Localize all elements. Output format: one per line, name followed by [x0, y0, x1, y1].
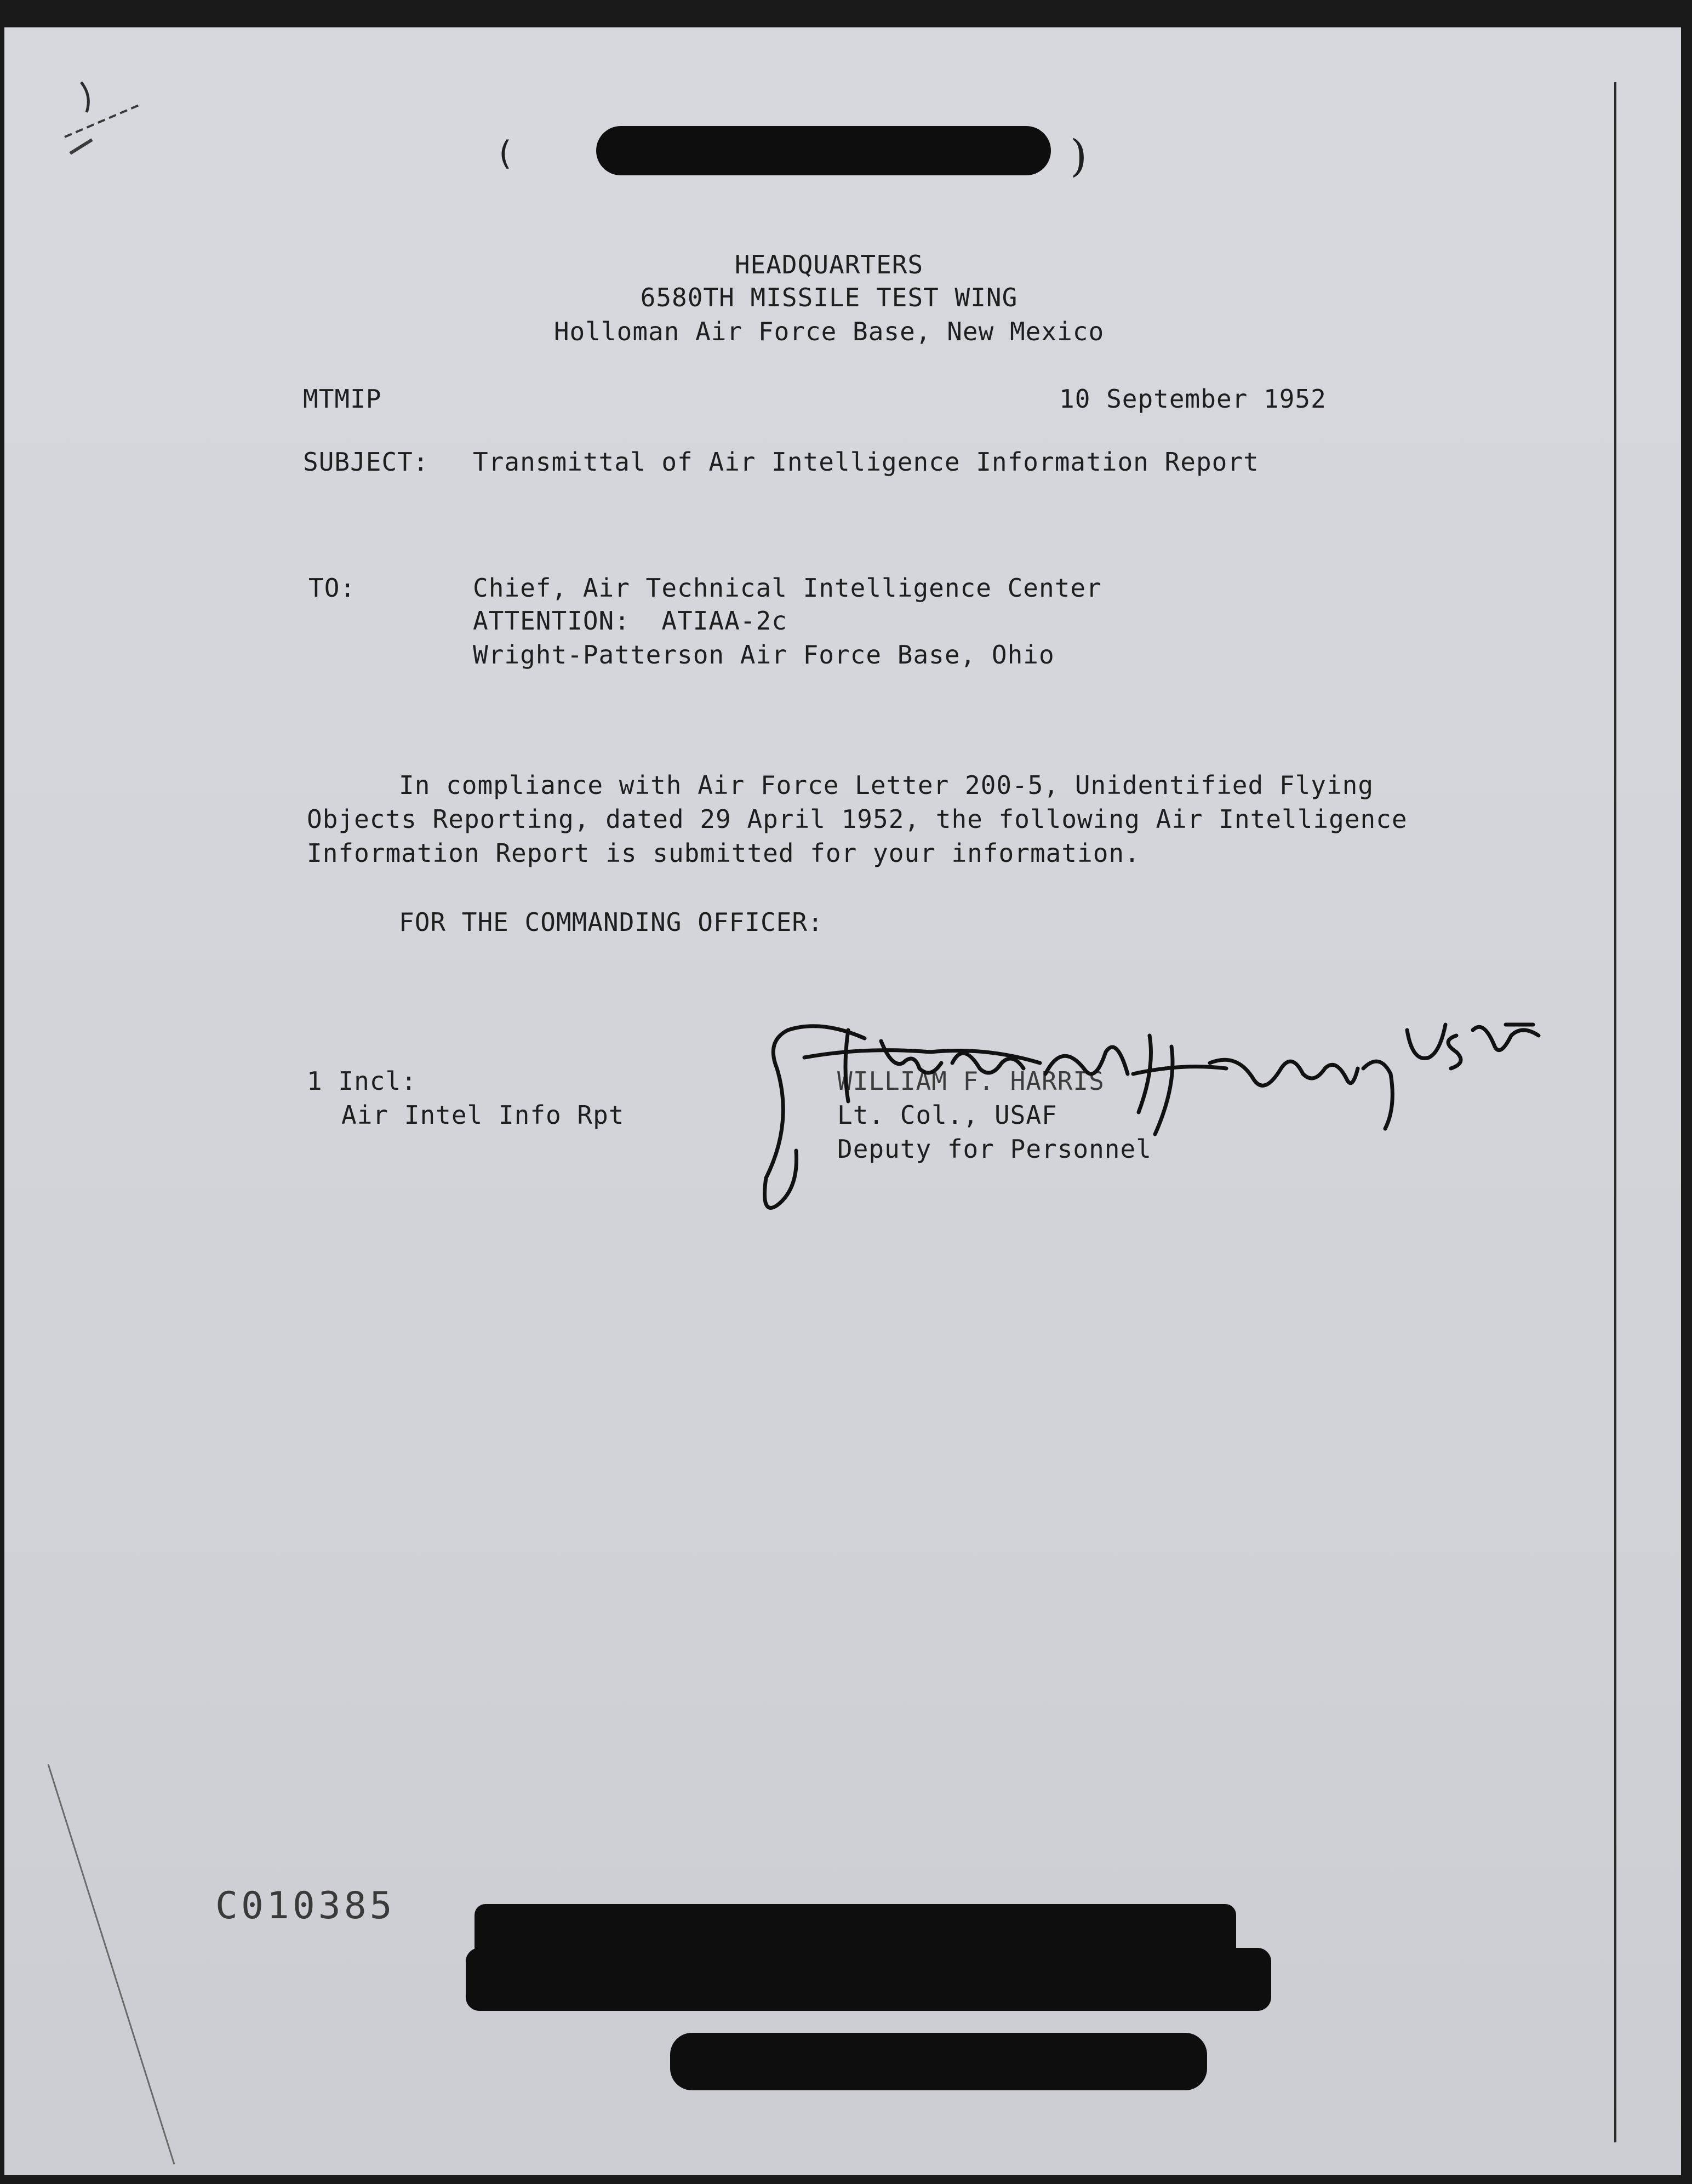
to-line-1: Chief, Air Technical Intelligence Center — [473, 573, 1102, 603]
paren-mark-right: ) — [1070, 130, 1088, 181]
signer-name: WILLIAM F. HARRIS — [837, 1066, 1105, 1096]
to-line-3: Wright-Patterson Air Force Base, Ohio — [473, 640, 1055, 670]
margin-marks — [54, 71, 174, 181]
org-line-1: HEADQUARTERS — [734, 250, 924, 279]
to-line-2: ATTENTION: ATIAA-2c — [473, 606, 787, 636]
to-label: TO: — [308, 573, 356, 603]
memo-date: 10 September 1952 — [1059, 384, 1327, 414]
enclosure-count: 1 Incl: — [307, 1066, 417, 1096]
memo-page — [4, 27, 1681, 2175]
redaction-bottom-3 — [670, 2033, 1207, 2090]
enclosure-item: Air Intel Info Rpt — [341, 1100, 625, 1130]
subject-label: SUBJECT: — [303, 447, 429, 477]
body-line-2: Objects Reporting, dated 29 April 1952, the following Air Intelligence — [307, 804, 1408, 834]
redaction-bottom-2 — [466, 1948, 1271, 2011]
film-scratch — [43, 1759, 185, 2175]
paren-mark: ( — [495, 134, 516, 173]
closing-line: FOR THE COMMANDING OFFICER: — [399, 907, 824, 937]
body-line-1: In compliance with Air Force Letter 200-5, Unidentified Flying — [399, 770, 1374, 800]
org-line-2: 6580TH MISSILE TEST WING — [640, 283, 1018, 312]
body-line-3: Information Report is submitted for your information. — [307, 838, 1140, 868]
signer-rank: Lt. Col., USAF — [837, 1100, 1058, 1130]
redaction-top — [596, 126, 1051, 175]
signer-title: Deputy for Personnel — [837, 1134, 1152, 1164]
page-edge-line — [1614, 82, 1616, 2142]
control-number: C010385 — [215, 1884, 396, 1928]
handwritten-signature — [755, 986, 1610, 1227]
office-symbol: MTMIP — [303, 384, 382, 414]
subject-text: Transmittal of Air Intelligence Information Report — [473, 447, 1259, 477]
org-line-3: Holloman Air Force Base, New Mexico — [553, 317, 1105, 346]
